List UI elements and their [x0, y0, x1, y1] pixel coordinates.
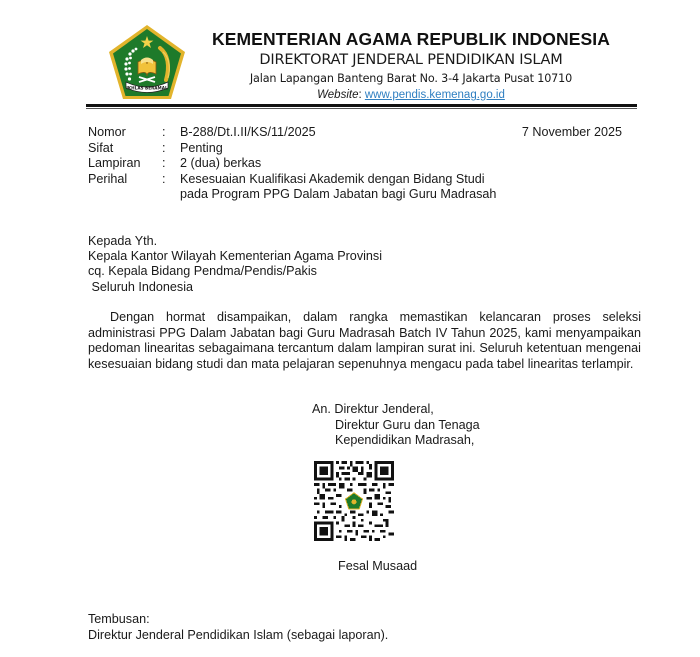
letterhead-divider — [86, 104, 637, 109]
letter-date: 7 November 2025 — [521, 125, 622, 139]
letter-number: B-288/Dt.I.II/KS/11/2025 — [180, 125, 316, 139]
website-link[interactable]: www.pendis.kemenag.go.id — [364, 89, 505, 101]
letterhead — [196, 28, 626, 103]
carbon-copy-block — [88, 612, 388, 643]
letter-meta — [88, 125, 496, 203]
meta-label: Nomor — [88, 125, 126, 139]
website-label: Website — [317, 89, 359, 101]
cc-item: Direktur Jenderal Pendidikan Islam (sebagai laporan). — [88, 627, 389, 642]
website-separator: : — [358, 89, 365, 101]
kemenag-emblem-icon — [108, 24, 186, 100]
qr-code-signature-icon — [314, 461, 394, 541]
recipient-line: Kepala Kantor Wilayah Kementerian Agama Provinsi — [88, 249, 383, 264]
website-line — [196, 87, 626, 103]
office-address: Jalan Lapangan Banteng Barat No. 3-4 Jakarta Pusat 10710 — [249, 72, 573, 85]
meta-label: Sifat — [88, 140, 114, 155]
directorate-subtitle: DIREKTORAT JENDERAL PENDIDIKAN ISLAM — [259, 52, 563, 68]
meta-row-perihal: Perihal : Kesesuaian Kualifikasi Akademik dengan Bidang Studi pada Program PPG Dalam Jabatan bagi Guru Madrasah — [88, 171, 497, 201]
signature-position-1: Direktur Guru dan Tenaga — [335, 417, 480, 432]
cc-title: Tembusan: — [88, 612, 150, 626]
letter-nature: Penting — [180, 140, 223, 155]
signature-position-2: Kependidikan Madrasah, — [335, 433, 475, 448]
letter-subject: Kesesuaian Kualifikasi Akademik dengan Bidang Studi pada Program PPG Dalam Jabatan bagi Guru Madrasah — [180, 171, 497, 201]
signature-on-behalf: An. Direktur Jenderal, — [312, 402, 434, 416]
meta-label: Lampiran — [88, 156, 141, 170]
svg-text:IKHLAS BERAMAL: IKHLAS BERAMAL — [126, 85, 168, 91]
letter-attachment: 2 (dua) berkas — [180, 156, 262, 170]
recipient-block — [88, 234, 382, 295]
recipient-line: Kepada Yth. — [88, 234, 158, 248]
recipient-line: Seluruh Indonesia — [88, 279, 194, 294]
meta-label: Perihal — [88, 171, 128, 186]
letter-body-paragraph: Dengan hormat disampaikan, dalam rangka memastikan kelancaran proses seleksi administrasi PPG Dalam Jabatan bagi Guru Madrasah Batch IV Tahun 2025, kami menyampaikan pedoman linearitas sebagaimana tercantum dalam lampiran surat ini. Seluruh ketentuan mengenai kesesuaian bidang studi dan mata pelajaran sepenuhnya mengacu pada tabel linearitas terlampir. — [88, 310, 641, 371]
signature-block — [312, 402, 480, 449]
meta-row-nomor: Nomor : B-288/Dt.I.II/KS/11/2025 — [88, 125, 316, 139]
meta-row-sifat: Sifat : Penting — [88, 140, 223, 155]
signer-name: Fesal Musaad — [338, 559, 418, 573]
recipient-line: cq. Kepala Bidang Pendma/Pendis/Pakis — [88, 264, 317, 279]
ministry-title: KEMENTERIAN AGAMA REPUBLIK INDONESIA — [211, 29, 610, 49]
meta-row-lampiran: Lampiran : 2 (dua) berkas — [88, 156, 262, 170]
